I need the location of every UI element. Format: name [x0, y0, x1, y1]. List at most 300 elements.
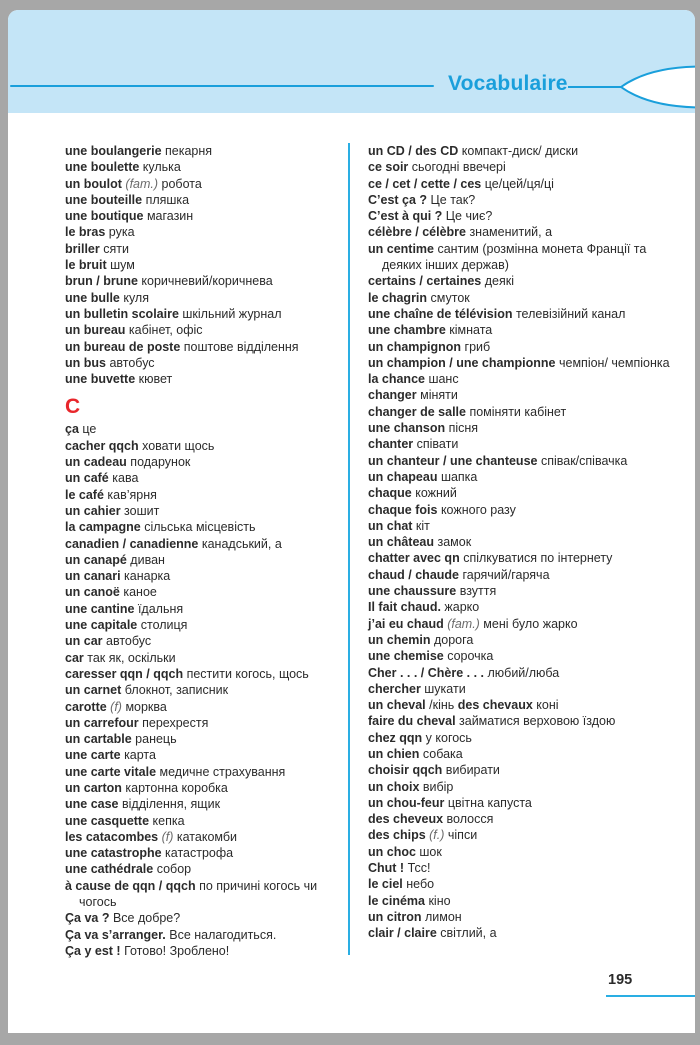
vocab-translation: ранець: [135, 732, 177, 747]
vocab-term: un chanteur / une chanteuse: [368, 453, 541, 468]
vocab-translation: зошит: [124, 503, 160, 518]
vocab-entry: [368, 746, 674, 762]
vocab-entry: [65, 731, 353, 747]
vocab-entry: [368, 811, 674, 827]
vocab-term: un canari: [65, 569, 125, 584]
vocab-translation: подарунок: [130, 455, 191, 470]
vocab-entry: [368, 681, 674, 697]
vocab-translation: кожного разу: [440, 502, 516, 517]
vocab-translation: каное: [123, 585, 157, 600]
vocab-term: le bruit: [65, 258, 111, 273]
vocab-term: un château: [368, 535, 438, 550]
vocab-entry: [368, 665, 674, 681]
vocab-term: un boulot: [65, 176, 126, 191]
vocab-translation: міняти: [420, 388, 458, 403]
vocab-translation: пляшка: [145, 192, 190, 207]
vocab-translation: перехрестя: [142, 715, 209, 730]
vocab-translation: автобус: [109, 355, 155, 370]
vocab-entry: [65, 273, 353, 289]
vocab-translation: Все налагодиться.: [169, 927, 277, 942]
vocab-translation: столиця: [140, 618, 188, 633]
vocab-term: chatter avec qn: [368, 551, 464, 566]
vocab-term: un café: [65, 471, 113, 486]
vocab-translation: робота: [161, 176, 202, 191]
vocab-term: une bouteille: [65, 192, 146, 207]
vocab-entry: [368, 469, 674, 485]
vocab-translation: знаменитий, а: [469, 225, 553, 240]
vocab-term: un canoë: [65, 585, 124, 600]
vocab-entry: [368, 224, 674, 240]
vocab-term: un chou-feur: [368, 795, 448, 810]
vocab-term: choisir qqch: [368, 763, 446, 778]
vocab-translation: коричневий/коричнева: [141, 274, 273, 289]
vocab-translation: по причині когось чи чогось: [79, 878, 318, 910]
vocab-translation: у когось: [425, 730, 472, 745]
vocab-term: un champignon: [368, 339, 465, 354]
vocab-term: ça: [65, 422, 83, 437]
vocab-translation: шукати: [424, 681, 466, 696]
vocab-entry: [65, 910, 353, 926]
vocab-translation: кіно: [428, 893, 451, 908]
vocab-entry: [65, 927, 353, 943]
vocab-entry: [65, 503, 353, 519]
vocab-term: ce / cet / cette / ces: [368, 176, 485, 191]
vocab-term: un choc: [368, 844, 420, 859]
vocab-term: un carnet: [65, 683, 125, 698]
vocab-translation: шкільний журнал: [182, 306, 282, 321]
vocab-translation: Все добре?: [112, 911, 181, 926]
vocab-translation: їдальня: [137, 601, 184, 616]
vocab-term: faire du cheval: [368, 714, 460, 729]
vocab-term: chanter: [368, 437, 417, 452]
vocab-entry: [368, 404, 674, 420]
vocab-translation: чіпси: [447, 828, 478, 843]
vocab-translation: пестити когось, щось: [186, 666, 309, 681]
vocab-translation: замок: [437, 535, 472, 550]
vocab-term: un bulletin scolaire: [65, 306, 183, 321]
vocab-entry: [65, 601, 353, 617]
vocab-translation: вибір: [422, 779, 454, 794]
vocab-term: la campagne: [65, 520, 145, 535]
left-column: [65, 143, 353, 959]
vocab-term: Ça va ?: [65, 911, 113, 926]
vocab-term: C’est ça ?: [368, 192, 431, 207]
vocab-translation: кожний: [415, 486, 457, 501]
vocab-note: (f): [161, 829, 177, 844]
vocab-term: une chaussure: [368, 584, 460, 599]
vocab-translation: пісня: [448, 421, 479, 436]
vocab-translation: канадський, а: [201, 536, 282, 551]
vocab-translation: любий/люба: [487, 665, 560, 680]
vocab-translation: кабінет, офіс: [128, 323, 203, 338]
vocab-entry: [65, 650, 353, 666]
vocab-translation: займатися верховою їздою: [459, 714, 616, 729]
vocab-entry: [65, 584, 353, 600]
vocab-entry: [368, 713, 674, 729]
vocab-term: certains / certaines: [368, 274, 485, 289]
vocab-entry: [368, 387, 674, 403]
vocab-entry: [368, 241, 674, 274]
vocab-translation: сільська місцевість: [144, 520, 256, 535]
vocab-translation: так як, оскільки: [87, 650, 176, 665]
vocab-translation: спілкуватися по інтернету: [463, 551, 613, 566]
vocab-entry: [65, 241, 353, 257]
vocab-term: un champion / une championne: [368, 355, 559, 370]
vocab-entry: [65, 829, 353, 845]
vocab-entry: [368, 371, 674, 387]
vocab-translation: коні: [536, 698, 559, 713]
vocab-entry: [368, 290, 674, 306]
vocab-term: Ça y est !: [65, 943, 125, 958]
vocab-term: des chevaux: [457, 698, 537, 713]
vocab-term: chaque fois: [368, 502, 441, 517]
page-frame: [8, 10, 695, 1033]
vocab-entry: [368, 273, 674, 289]
vocab-entry: [368, 176, 674, 192]
vocab-term: une casquette: [65, 813, 153, 828]
vocab-term: ce soir: [368, 160, 412, 175]
page-title: Vocabulaire: [448, 72, 568, 95]
vocab-term: j’ai eu chaud: [368, 616, 448, 631]
vocab-entry: [368, 632, 674, 648]
vocab-entry: [368, 518, 674, 534]
vocab-term: un cahier: [65, 503, 125, 518]
vocab-entry: [65, 519, 353, 535]
vocab-entry: [368, 599, 674, 615]
vocab-translation: рука: [108, 225, 135, 240]
vocab-term: une bulle: [65, 290, 124, 305]
vocab-term: Cher . . . / Chère . . .: [368, 665, 488, 680]
vocab-entry: [368, 355, 674, 371]
vocab-entry: [65, 421, 353, 437]
vocab-translation: кава: [112, 471, 139, 486]
left-column-entries-b: [65, 143, 353, 387]
vocab-translation: сяти: [103, 241, 129, 256]
vocab-term: à cause de qqn / qqch: [65, 878, 200, 893]
vocab-entry: [65, 943, 353, 959]
vocab-entry: [368, 534, 674, 550]
vocab-entry: [65, 552, 353, 568]
vocab-translation: Готово! Зроблено!: [124, 943, 230, 958]
vocab-translation: собака: [422, 746, 463, 761]
vocab-term: une chanson: [368, 421, 449, 436]
vocab-term: le ciel: [368, 877, 407, 892]
vocab-entry: [368, 648, 674, 664]
vocab-translation: ховати щось: [142, 438, 215, 453]
vocab-entry: [65, 536, 353, 552]
vocab-entry: [368, 827, 674, 843]
vocab-translation: це: [82, 422, 97, 437]
vocab-entry: [368, 339, 674, 355]
vocab-entry: [65, 176, 353, 192]
vocab-entry: [65, 666, 353, 682]
vocab-entry: [65, 715, 353, 731]
vocab-entry: [368, 616, 674, 632]
vocab-translation: співати: [416, 437, 459, 452]
right-column-entries: [368, 143, 674, 942]
vocab-translation: медичне страхування: [159, 764, 286, 779]
vocab-term: une boulette: [65, 160, 143, 175]
vocab-term: des cheveux: [368, 812, 447, 827]
vocab-entry: [368, 550, 674, 566]
vocab-term: chaque: [368, 486, 416, 501]
vocab-translation: шум: [110, 258, 135, 273]
vocab-entry: [368, 567, 674, 583]
vocab-translation: кепка: [152, 813, 185, 828]
vocab-term: caresser qqn / qqch: [65, 666, 187, 681]
vocab-entry: [65, 878, 353, 911]
vocab-entry: [65, 224, 353, 240]
vocab-translation: сорочка: [447, 649, 494, 664]
vocab-entry: [65, 208, 353, 224]
vocab-translation: катакомби: [176, 829, 237, 844]
vocab-translation: цвітна капуста: [447, 795, 532, 810]
vocab-entry: [65, 470, 353, 486]
vocab-term: le cinéma: [368, 893, 429, 908]
vocab-entry: [65, 454, 353, 470]
vocab-term: clair / claire: [368, 926, 441, 941]
vocab-translation: картонна коробка: [125, 780, 228, 795]
vocab-term: une catastrophe: [65, 846, 166, 861]
vocab-translation: поміняти кабінет: [469, 404, 567, 419]
vocab-entry: [368, 909, 674, 925]
vocab-term: une capitale: [65, 618, 141, 633]
vocab-translation: Тсс!: [407, 861, 431, 876]
vocab-term: chaud / chaude: [368, 567, 463, 582]
vocab-entry: [368, 697, 674, 713]
vocab-entry: [368, 306, 674, 322]
vocab-entry: [65, 487, 353, 503]
vocab-translation: автобус: [106, 634, 152, 649]
vocab-entry: [65, 339, 353, 355]
vocab-term: changer de salle: [368, 404, 470, 419]
vocab-term: les catacombes: [65, 829, 162, 844]
vocab-translation: це/цей/ця/ці: [484, 176, 554, 191]
vocab-term: le chagrin: [368, 290, 431, 305]
vocab-translation: вибирати: [445, 763, 500, 778]
vocab-entry: [65, 290, 353, 306]
vocab-translation: волосся: [446, 812, 494, 827]
vocab-note: (fam.): [447, 616, 484, 631]
vocab-entry: [368, 192, 674, 208]
vocab-entry: [368, 779, 674, 795]
vocab-entry: [65, 257, 353, 273]
leaf-ornament-icon: [566, 64, 695, 110]
vocab-translation: поштове відділення: [183, 339, 299, 354]
vocab-term: la chance: [368, 372, 429, 387]
header-rule: [10, 85, 434, 87]
vocab-entry: [65, 617, 353, 633]
vocab-term: un bus: [65, 355, 110, 370]
vocab-translation: собор: [156, 862, 192, 877]
vocab-term: le café: [65, 487, 108, 502]
vocab-entry: [65, 568, 353, 584]
vocab-term: briller: [65, 241, 104, 256]
vocab-term: carotte: [65, 699, 111, 714]
vocab-translation: канарка: [124, 569, 171, 584]
vocab-translation: кав’ярня: [107, 487, 157, 502]
vocab-translation: карта: [124, 748, 156, 763]
vocab-entry: [65, 845, 353, 861]
vocab-entry: [65, 699, 353, 715]
vocab-entry: [368, 436, 674, 452]
vocab-entry: [368, 208, 674, 224]
right-column: [368, 143, 674, 942]
vocab-translation: пекарня: [165, 144, 213, 158]
vocab-term: un car: [65, 634, 106, 649]
vocab-translation: шапка: [440, 469, 478, 484]
vocab-translation: Це чиє?: [445, 209, 493, 224]
vocab-entry: [368, 485, 674, 501]
vocab-translation: чемпіон/ чемпіонка: [559, 355, 670, 370]
vocab-translation: кулька: [142, 160, 181, 175]
vocab-term: un CD / des CD: [368, 144, 462, 158]
vocab-term: un chien: [368, 746, 423, 761]
vocab-term: une buvette: [65, 372, 139, 387]
vocab-term: un choix: [368, 779, 423, 794]
vocab-entry: [65, 682, 353, 698]
vocab-translation: Це так?: [430, 192, 476, 207]
vocab-term: un carton: [65, 780, 126, 795]
vocab-translation: деякі: [484, 274, 514, 289]
left-column-entries-c: [65, 421, 353, 959]
vocab-term: Ça va s’arranger.: [65, 927, 170, 942]
vocab-entry: [368, 583, 674, 599]
vocab-term: une cantine: [65, 601, 138, 616]
vocab-translation: смуток: [430, 290, 470, 305]
page-number: 195: [608, 972, 633, 988]
section-letter-c: C: [65, 395, 81, 419]
vocab-term: un cartable: [65, 732, 136, 747]
vocab-term: un chapeau: [368, 469, 441, 484]
vocab-term: une boutique: [65, 209, 147, 224]
vocab-term: une boulangerie: [65, 144, 166, 158]
vocab-term: une chemise: [368, 649, 448, 664]
vocab-translation: дорога: [433, 632, 474, 647]
vocab-entry: [368, 844, 674, 860]
vocab-entry: [368, 925, 674, 941]
footer-rule: [606, 995, 695, 997]
vocab-entry: [368, 322, 674, 338]
vocab-entry: [65, 355, 353, 371]
vocab-term: une chambre: [368, 323, 450, 338]
vocab-term: une chaîne de télévision: [368, 306, 516, 321]
vocab-term: chez qqn: [368, 730, 426, 745]
vocab-term: un cheval: [368, 698, 430, 713]
vocab-entry: [368, 762, 674, 778]
vocab-entry: [368, 143, 674, 159]
vocab-entry: [368, 795, 674, 811]
vocab-entry: [65, 633, 353, 649]
vocab-term: un bureau: [65, 323, 129, 338]
vocab-entry: [368, 730, 674, 746]
vocab-term: chercher: [368, 681, 425, 696]
vocab-translation: кімната: [449, 323, 493, 338]
vocab-translation: шок: [419, 844, 442, 859]
vocab-translation: катастрофа: [165, 846, 234, 861]
vocab-term: Il fait chaud.: [368, 600, 445, 615]
vocab-translation: куля: [123, 290, 149, 305]
vocab-term: un citron: [368, 909, 425, 924]
vocab-translation: мені було жарко: [483, 616, 578, 631]
header-band: [8, 10, 695, 113]
vocab-translation: небо: [406, 877, 435, 892]
vocab-entry: [65, 764, 353, 780]
vocab-entry: [65, 438, 353, 454]
vocab-entry: [368, 893, 674, 909]
vocab-term: changer: [368, 388, 421, 403]
vocab-term: brun / brune: [65, 274, 142, 289]
vocab-entry: [368, 159, 674, 175]
vocab-entry: [65, 143, 353, 159]
vocab-entry: [65, 322, 353, 338]
vocab-term: une case: [65, 797, 122, 812]
vocab-entry: [368, 453, 674, 469]
vocab-translation: компакт-диск/ диски: [461, 144, 579, 158]
vocab-term: canadien / canadienne: [65, 536, 202, 551]
vocab-entry: [65, 780, 353, 796]
vocab-term: C’est à qui ?: [368, 209, 446, 224]
vocab-translation: світлий, а: [440, 926, 497, 941]
vocab-translation: кіт: [415, 518, 430, 533]
vocab-term: un chat: [368, 518, 416, 533]
vocab-translation: кювет: [138, 372, 173, 387]
vocab-term: un bureau de poste: [65, 339, 184, 354]
vocab-entry: [65, 371, 353, 387]
vocab-term: une carte: [65, 748, 125, 763]
vocab-translation: морква: [125, 699, 167, 714]
vocab-translation: взуття: [459, 584, 497, 599]
vocab-entry: [65, 192, 353, 208]
vocab-translation: відділення, ящик: [121, 797, 221, 812]
vocab-entry: [65, 159, 353, 175]
vocab-term: un centime: [368, 241, 438, 256]
vocab-translation: шанс: [428, 372, 459, 387]
vocab-note: (f): [110, 699, 126, 714]
vocab-term: célèbre / célèbre: [368, 225, 470, 240]
vocab-entry: [65, 861, 353, 877]
vocab-term: cacher qqch: [65, 438, 143, 453]
vocab-term: un carrefour: [65, 715, 143, 730]
vocab-term: une carte vitale: [65, 764, 160, 779]
vocab-term: des chips: [368, 828, 430, 843]
vocab-translation: блокнот, записник: [124, 683, 229, 698]
vocab-translation: сантим (розмінна монета Франції та деяких інших держав): [382, 241, 647, 273]
vocab-entry: [65, 796, 353, 812]
vocab-translation: телевізійний канал: [515, 306, 626, 321]
vocab-term: un chemin: [368, 632, 434, 647]
vocab-term: un cadeau: [65, 455, 131, 470]
vocab-entry: [65, 306, 353, 322]
vocab-translation: співак/співачка: [540, 453, 628, 468]
vocab-translation: жарко: [444, 600, 480, 615]
vocab-term: un canapé: [65, 552, 131, 567]
vocab-translation: лимон: [424, 909, 462, 924]
vocab-translation: гарячий/гаряча: [462, 567, 550, 582]
vocab-note: (fam.): [125, 176, 162, 191]
vocab-note: (f.): [429, 828, 448, 843]
vocab-entry: [368, 860, 674, 876]
vocab-term: Chut !: [368, 861, 408, 876]
vocab-entry: [368, 420, 674, 436]
vocab-translation: гриб: [464, 339, 491, 354]
vocab-translation: магазин: [146, 209, 194, 224]
vocab-entry: [65, 747, 353, 763]
vocab-translation: сьогодні ввечері: [411, 160, 506, 175]
vocab-translation: /кінь: [429, 698, 458, 713]
vocab-term: le bras: [65, 225, 109, 240]
vocab-entry: [368, 876, 674, 892]
